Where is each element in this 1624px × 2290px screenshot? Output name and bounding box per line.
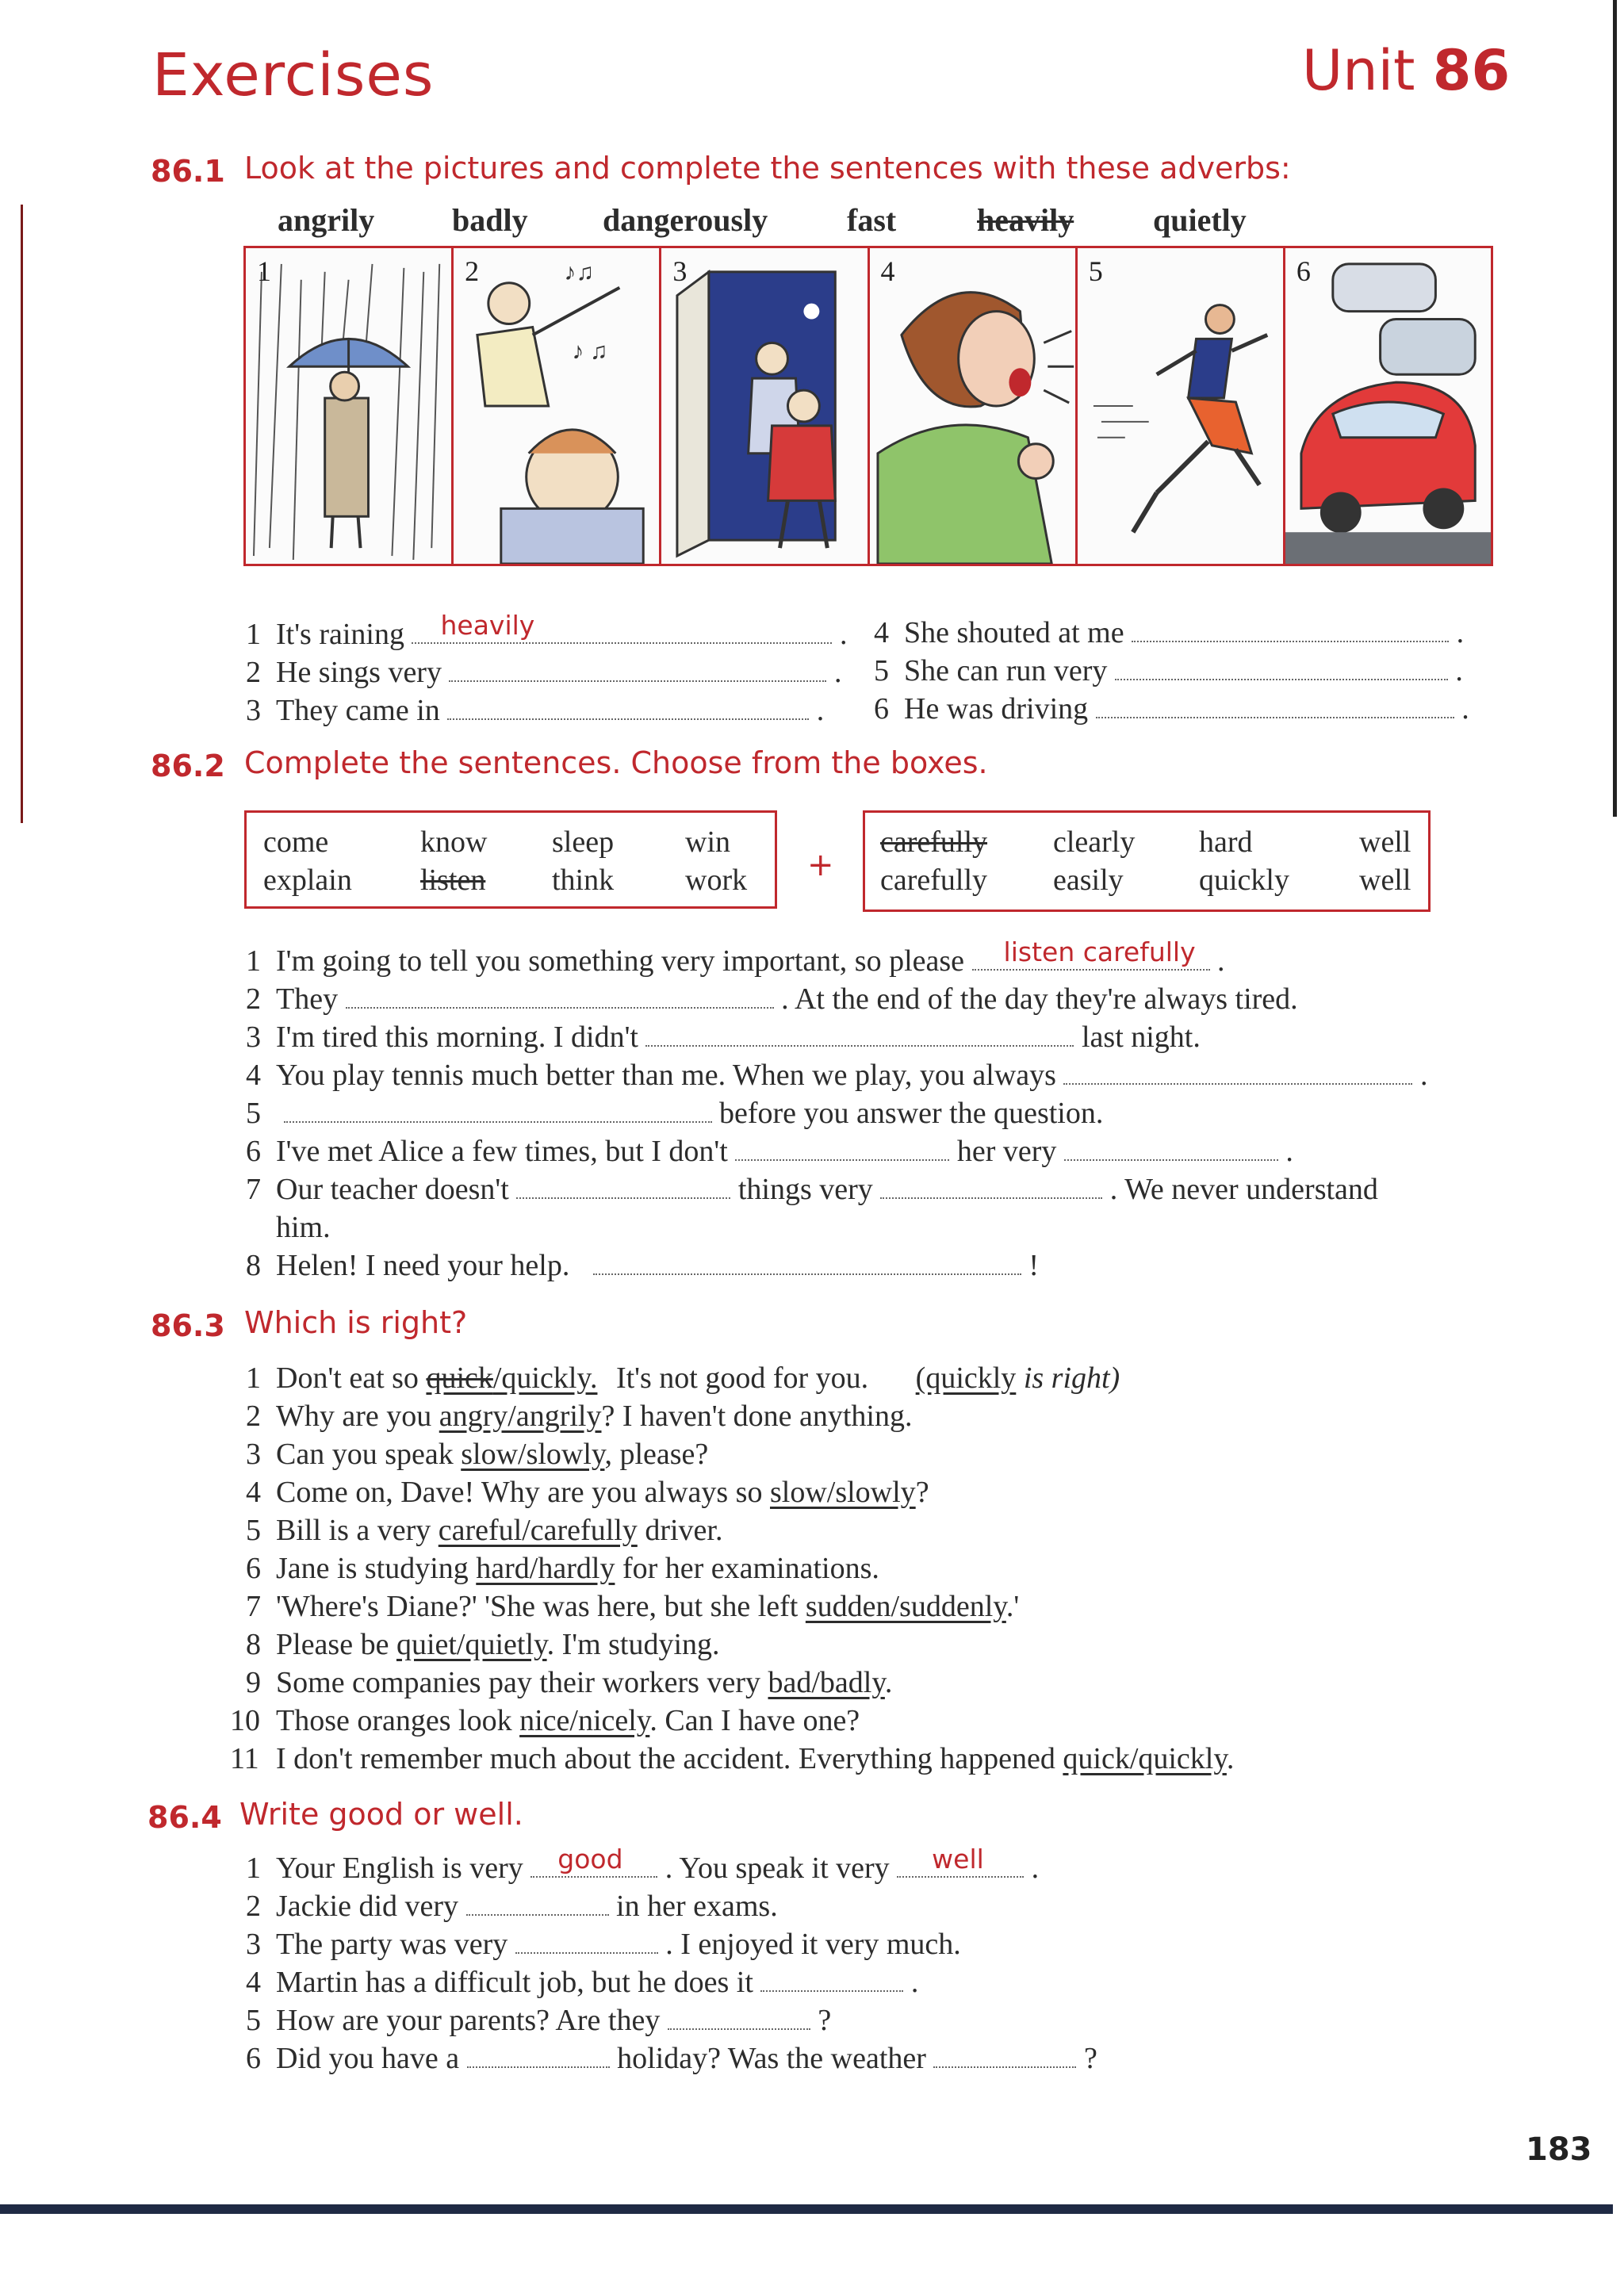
adverb-word: carefully bbox=[880, 864, 988, 897]
correct-choice: /quickly. bbox=[492, 1361, 598, 1395]
sentence-row bbox=[246, 1965, 918, 2000]
sentence-end: . bbox=[839, 618, 848, 651]
sentence-text: . You speak it very bbox=[665, 1852, 890, 1885]
red-car-illustration bbox=[1285, 248, 1491, 564]
item-number: 2 bbox=[246, 982, 261, 1016]
sentence-row bbox=[246, 1134, 1293, 1169]
answer-blank[interactable] bbox=[933, 2043, 1076, 2068]
sentence-text: Some companies pay their workers very bbox=[276, 1666, 760, 1699]
exercise-instruction: Complete the sentences. Choose from the boxes. bbox=[244, 745, 988, 780]
sentence-end: . bbox=[1419, 1059, 1428, 1092]
sentence-text: Our teacher doesn't bbox=[276, 1173, 509, 1206]
verb-word: know bbox=[420, 825, 488, 859]
sentence-text: I'm going to tell you something very important, so please bbox=[276, 944, 965, 978]
handwritten-answer: well bbox=[932, 1844, 984, 1875]
item-number: 2 bbox=[246, 1400, 261, 1433]
item-number: 5 bbox=[874, 654, 889, 687]
sentence-text: The party was very bbox=[276, 1928, 508, 1961]
sentence-text: It's not good for you. bbox=[615, 1361, 869, 1395]
rain-man-illustration bbox=[246, 248, 451, 564]
item-number: 5 bbox=[246, 1097, 261, 1130]
choice-row bbox=[246, 1551, 879, 1586]
sentence-row bbox=[246, 655, 841, 690]
example-note: (quickly is right) bbox=[915, 1361, 1120, 1395]
item-number: 4 bbox=[246, 1059, 261, 1092]
sentence-text: . Can I have one? bbox=[649, 1704, 860, 1737]
answer-blank[interactable] bbox=[1063, 1059, 1412, 1085]
adverb-word-crossed: heavily bbox=[977, 202, 1074, 238]
sentence-row bbox=[246, 1927, 961, 1962]
sentence-text: I'm tired this morning. I didn't bbox=[276, 1021, 638, 1054]
sentence-text: Bill is a very bbox=[276, 1514, 431, 1547]
picture-singing-man bbox=[454, 248, 661, 564]
choice-row bbox=[246, 1399, 913, 1434]
sentence-text: Jackie did very bbox=[276, 1890, 459, 1923]
shouting-woman-illustration bbox=[870, 248, 1075, 564]
verb-word: win bbox=[685, 825, 730, 859]
sentence-text: How are your parents? Are they bbox=[276, 2004, 661, 2037]
answer-blank[interactable] bbox=[515, 1928, 658, 1954]
svg-text:♪♫: ♪♫ bbox=[564, 258, 595, 285]
choice-row bbox=[246, 1475, 929, 1510]
answer-blank[interactable] bbox=[668, 2005, 810, 2030]
item-number: 6 bbox=[246, 2042, 261, 2075]
item-number: 3 bbox=[246, 694, 261, 727]
sentence-text: ? bbox=[915, 1476, 929, 1509]
adverb-word: quietly bbox=[1153, 202, 1247, 238]
choice-row bbox=[246, 1513, 722, 1548]
exercise-instruction: Look at the pictures and complete the sentences with these adverbs: bbox=[244, 151, 1291, 186]
sentence-row bbox=[246, 1844, 1040, 1886]
verb-word: explain bbox=[263, 864, 352, 897]
adverb-word: angrily bbox=[278, 202, 375, 238]
night-door-illustration bbox=[661, 248, 867, 564]
footer-bar bbox=[0, 2204, 1613, 2214]
choice-pair[interactable]: slow/slowly bbox=[769, 1476, 916, 1509]
sentence-row bbox=[246, 1020, 1201, 1055]
choice-row bbox=[246, 1665, 892, 1700]
sentence-text: things very bbox=[737, 1173, 873, 1206]
sentence-text: 'Where's Diane?' 'She was here, but she left bbox=[276, 1590, 799, 1623]
sentence-text: Why are you bbox=[276, 1400, 432, 1433]
answer-blank[interactable] bbox=[530, 1844, 657, 1878]
sentence-end: ? bbox=[1083, 2042, 1097, 2075]
sentence-text: driver. bbox=[645, 1514, 723, 1547]
answer-blank[interactable] bbox=[467, 2043, 610, 2068]
answer-blank[interactable] bbox=[735, 1135, 949, 1161]
sentence-text: He was driving bbox=[904, 692, 1089, 726]
sentence-text: Jane is studying bbox=[276, 1552, 469, 1585]
choice-pair[interactable]: slow/slowly bbox=[461, 1438, 605, 1471]
choice-row bbox=[230, 1741, 1234, 1776]
sentence-row bbox=[874, 615, 1464, 650]
sentence-text: Please be bbox=[276, 1628, 389, 1661]
picture-running-woman bbox=[1078, 248, 1285, 564]
sentence-text: Helen! I need your help. bbox=[276, 1249, 570, 1282]
answer-blank[interactable] bbox=[897, 1844, 1024, 1878]
sentence-end: . bbox=[1217, 944, 1225, 978]
sentence-text: She shouted at me bbox=[904, 616, 1124, 649]
choice-pair[interactable]: careful/carefully bbox=[438, 1514, 638, 1547]
item-number: 8 bbox=[246, 1249, 261, 1282]
item-number: 1 bbox=[246, 618, 261, 651]
plus-sign: + bbox=[807, 847, 834, 883]
sentence-text: Those oranges look bbox=[276, 1704, 512, 1737]
sentence-text: . bbox=[884, 1666, 893, 1699]
choice-pair[interactable]: bad/badly bbox=[768, 1666, 885, 1699]
item-number: 11 bbox=[230, 1742, 259, 1775]
item-number: 7 bbox=[246, 1173, 261, 1206]
adverb-word: fast bbox=[847, 202, 897, 238]
answer-blank[interactable] bbox=[1096, 693, 1454, 718]
sentence-row bbox=[874, 691, 1469, 726]
choice-pair[interactable]: angry/angrily bbox=[439, 1400, 602, 1433]
item-number: 3 bbox=[246, 1928, 261, 1961]
sentence-text: Martin has a difficult job, but he does it bbox=[276, 1966, 753, 1999]
sentence-text: , please? bbox=[604, 1438, 709, 1471]
sentence-text: She can run very bbox=[904, 654, 1108, 687]
sentence-row bbox=[246, 1096, 1103, 1131]
adverb-word: easily bbox=[1053, 864, 1124, 897]
choice-row bbox=[246, 1627, 720, 1662]
running-woman-illustration bbox=[1078, 248, 1283, 564]
answer-blank[interactable] bbox=[449, 657, 826, 682]
sentence-row bbox=[246, 982, 1298, 1017]
adverb-word: well bbox=[1359, 825, 1411, 859]
sentence-end: . bbox=[910, 1966, 919, 1999]
answer-blank[interactable] bbox=[593, 1250, 1021, 1275]
item-number: 1 bbox=[246, 944, 261, 978]
edge-rule bbox=[1613, 0, 1617, 817]
handwritten-answer: heavily bbox=[440, 610, 535, 641]
verb-word: come bbox=[263, 825, 329, 859]
choice-pair[interactable]: sudden/suddenly bbox=[805, 1590, 1006, 1623]
sentence-text: before you answer the question. bbox=[719, 1097, 1104, 1130]
sentence-end: . bbox=[1456, 616, 1465, 649]
item-number: 3 bbox=[246, 1021, 261, 1054]
exercise-instruction: Write good or well. bbox=[239, 1797, 523, 1832]
item-number: 7 bbox=[246, 1590, 261, 1623]
verb-word: think bbox=[552, 864, 615, 897]
verb-word: work bbox=[685, 864, 748, 897]
item-number: 6 bbox=[246, 1135, 261, 1168]
choice-row bbox=[246, 1437, 708, 1472]
sentence-text: . bbox=[1226, 1742, 1235, 1775]
sentence-end: . bbox=[816, 694, 825, 727]
choice-row bbox=[246, 1361, 1120, 1396]
picture-shouting-woman bbox=[870, 248, 1078, 564]
choice-row bbox=[230, 1703, 860, 1738]
sentence-text: ? I haven't done anything. bbox=[601, 1400, 913, 1433]
sentence-text: Can you speak bbox=[276, 1438, 454, 1471]
adverb-word: dangerously bbox=[603, 202, 768, 238]
crossed-choice: quick bbox=[426, 1361, 493, 1395]
sentence-row bbox=[246, 1058, 1427, 1093]
item-number: 5 bbox=[246, 1514, 261, 1547]
page-number: 183 bbox=[1526, 2131, 1592, 2168]
sentence-text: I don't remember much about the accident. Everything happened bbox=[276, 1742, 1055, 1775]
picture-number: 6 bbox=[1296, 255, 1311, 287]
sentence-end: . bbox=[1455, 654, 1463, 687]
answer-blank[interactable] bbox=[447, 695, 809, 720]
sentence-text: Did you have a bbox=[276, 2042, 460, 2075]
answer-blank[interactable] bbox=[284, 1097, 712, 1123]
adverb-word: hard bbox=[1199, 825, 1253, 859]
sentence-text: her very bbox=[956, 1135, 1057, 1168]
sentence-text: . At the end of the day they're always tired. bbox=[781, 982, 1298, 1016]
sentence-end: . bbox=[833, 656, 842, 689]
exercise-instruction: Which is right? bbox=[244, 1305, 468, 1340]
picture-strip bbox=[243, 246, 1493, 566]
answer-blank[interactable] bbox=[346, 983, 774, 1009]
sentence-text: I've met Alice a few times, but I don't bbox=[276, 1135, 728, 1168]
sentence-text: holiday? Was the weather bbox=[617, 2042, 926, 2075]
svg-text:♪ ♫: ♪ ♫ bbox=[572, 338, 608, 365]
exercise-number: 86.2 bbox=[151, 749, 225, 783]
item-number: 10 bbox=[230, 1704, 260, 1737]
sentence-row bbox=[246, 2003, 831, 2038]
choice-pair[interactable]: quick/quickly bbox=[1063, 1742, 1227, 1775]
answer-blank[interactable] bbox=[880, 1174, 1102, 1199]
picture-rain-umbrella bbox=[246, 248, 454, 564]
adverb-word: well bbox=[1359, 864, 1411, 897]
picture-car-driving bbox=[1285, 248, 1491, 564]
sentence-text: They bbox=[276, 982, 339, 1016]
handwritten-answer: listen carefully bbox=[1003, 936, 1196, 967]
handwritten-answer: good bbox=[557, 1844, 623, 1875]
sentence-row bbox=[246, 610, 848, 652]
choice-pair[interactable] bbox=[426, 1361, 597, 1395]
answer-blank[interactable] bbox=[1132, 617, 1449, 642]
sentence-end: . bbox=[1285, 1135, 1293, 1168]
answer-blank[interactable] bbox=[1064, 1135, 1278, 1161]
choice-row bbox=[246, 1589, 1019, 1624]
exercise-number: 86.3 bbox=[151, 1308, 225, 1343]
answer-blank[interactable] bbox=[466, 1890, 609, 1916]
answer-blank[interactable] bbox=[1115, 655, 1448, 680]
picture-number: 2 bbox=[465, 255, 480, 287]
item-number: 9 bbox=[246, 1666, 261, 1699]
sentence-row bbox=[246, 1172, 1378, 1207]
exercise-number: 86.4 bbox=[147, 1800, 222, 1835]
sentence-end: . bbox=[1031, 1852, 1040, 1885]
item-number: 2 bbox=[246, 1890, 261, 1923]
sentence-text: Your English is very bbox=[276, 1852, 523, 1885]
item-number: 4 bbox=[874, 616, 889, 649]
sentence-text: They came in bbox=[276, 694, 440, 727]
picture-door-night bbox=[661, 248, 869, 564]
sentence-text: He sings very bbox=[276, 656, 442, 689]
sentence-end: ? bbox=[818, 2004, 832, 2037]
choice-pair[interactable]: quiet/quietly bbox=[396, 1628, 547, 1661]
sentence-row bbox=[246, 936, 1225, 978]
sentence-text: for her examinations. bbox=[622, 1552, 879, 1585]
verb-word: sleep bbox=[552, 825, 615, 859]
sentence-text: . I enjoyed it very much. bbox=[665, 1928, 961, 1961]
sentence-row bbox=[874, 653, 1463, 688]
unit-heading: Unit 86 bbox=[1302, 38, 1511, 103]
sentence-row bbox=[246, 1889, 778, 1924]
item-number: 8 bbox=[246, 1628, 261, 1661]
adverb-word-crossed: carefully bbox=[880, 825, 988, 859]
answer-blank[interactable] bbox=[760, 1966, 903, 1992]
sentence-text: .' bbox=[1005, 1590, 1020, 1623]
sentence-row bbox=[246, 1248, 1039, 1283]
picture-number: 5 bbox=[1088, 255, 1103, 287]
exercise-number: 86.1 bbox=[151, 154, 225, 189]
item-number: 4 bbox=[246, 1476, 261, 1509]
answer-blank[interactable] bbox=[516, 1174, 730, 1199]
sentence-text: Come on, Dave! Why are you always so bbox=[276, 1476, 763, 1509]
sentence-text: in her exams. bbox=[616, 1890, 778, 1923]
sentence-end: ! bbox=[1028, 1249, 1040, 1282]
item-number: 2 bbox=[246, 656, 261, 689]
adverb-word: clearly bbox=[1053, 825, 1136, 859]
sentence-end: . bbox=[1461, 692, 1469, 726]
sentence-text: last night. bbox=[1081, 1021, 1201, 1054]
sentence-text: Don't eat so bbox=[276, 1361, 419, 1395]
sentence-text: . I'm studying. bbox=[546, 1628, 720, 1661]
item-number: 4 bbox=[246, 1966, 261, 1999]
choice-pair[interactable]: nice/nicely bbox=[519, 1704, 650, 1737]
answer-blank[interactable] bbox=[412, 610, 832, 644]
sentence-text: It's raining bbox=[276, 618, 404, 651]
sentence-row bbox=[246, 693, 824, 728]
picture-number: 4 bbox=[880, 255, 895, 287]
page-title: Exercises bbox=[152, 41, 435, 109]
choice-pair[interactable]: hard/hardly bbox=[476, 1552, 615, 1585]
verb-word-crossed: listen bbox=[420, 864, 486, 897]
item-number: 1 bbox=[246, 1361, 261, 1395]
item-number: 5 bbox=[246, 2004, 261, 2037]
sentence-row bbox=[246, 2041, 1097, 2076]
answer-blank[interactable] bbox=[972, 936, 1210, 971]
item-number: 6 bbox=[874, 692, 889, 726]
item-number: 3 bbox=[246, 1438, 261, 1471]
singing-man-illustration bbox=[454, 248, 659, 564]
picture-number: 1 bbox=[257, 255, 271, 287]
item-number: 6 bbox=[246, 1552, 261, 1585]
sentence-text: . We never understand bbox=[1109, 1173, 1378, 1206]
margin-rule bbox=[21, 205, 23, 823]
item-number: 1 bbox=[246, 1852, 261, 1885]
picture-number: 3 bbox=[672, 255, 688, 287]
sentence-text: You play tennis much better than me. When we play, you always bbox=[276, 1059, 1056, 1092]
sentence-continuation: him. bbox=[276, 1211, 331, 1244]
adverb-word: badly bbox=[452, 202, 528, 238]
answer-blank[interactable] bbox=[645, 1021, 1074, 1047]
adverb-word: quickly bbox=[1199, 864, 1289, 897]
